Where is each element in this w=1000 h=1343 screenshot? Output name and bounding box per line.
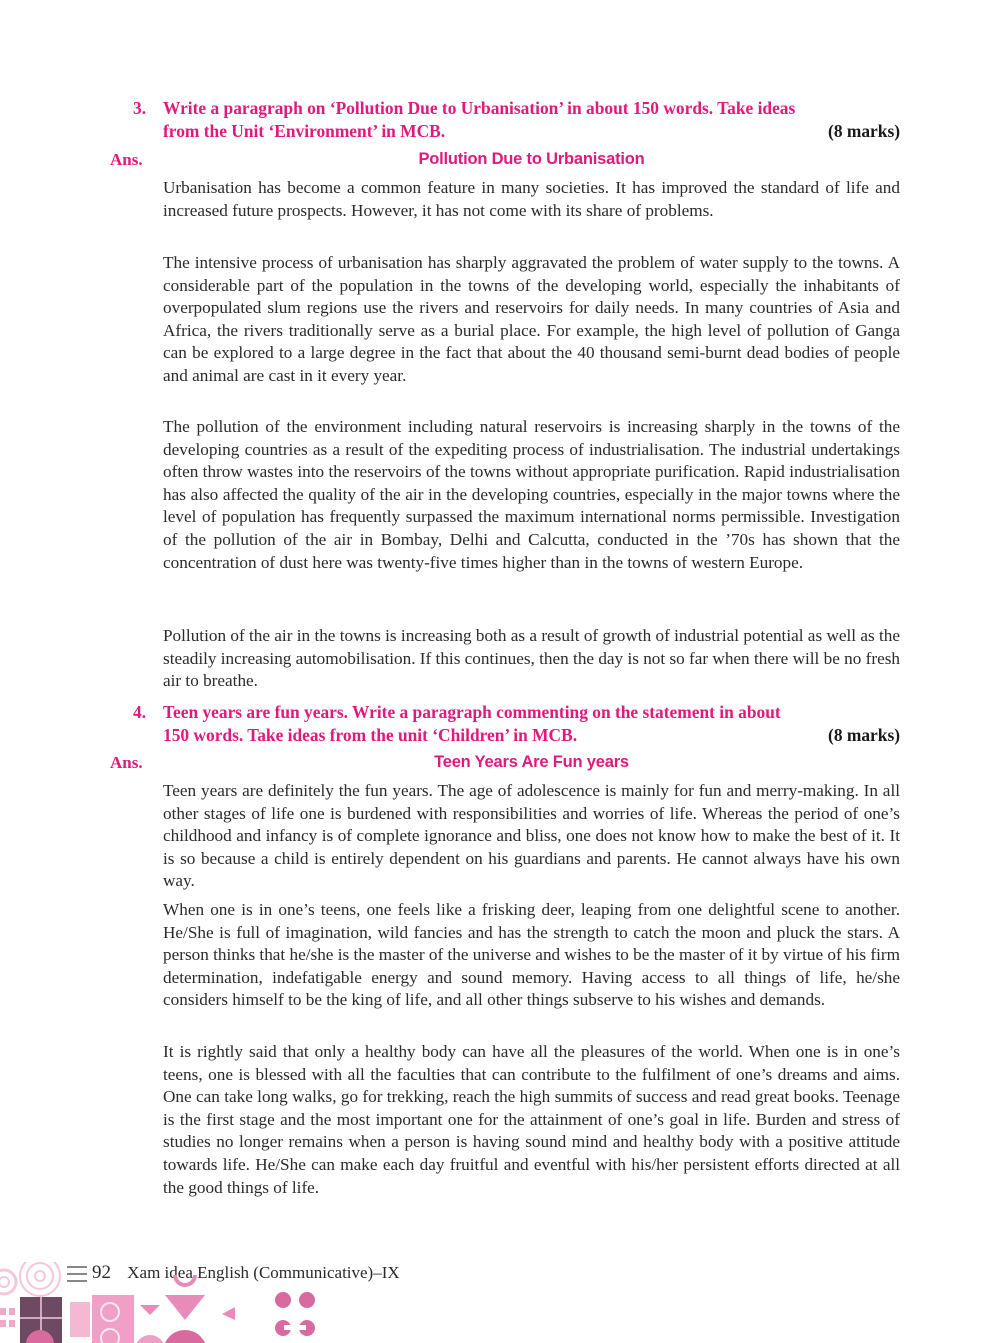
question-4 [133,701,900,747]
answer-paragraph: It is rightly said that only a healthy body can have all the pleasures of the world. When one is in one’s teens, one is blessed with all the faculties that can contribute to the fulfilment of one’s dreams and aims. One can take long walks, go for trekking, reach the high summits of success and read great books. Teenage is the first stage and the most important one for the attainment of one’s goal in life. Burden and stress of studies no longer remains when a person is having sound mind and healthy body with a positive attitude towards life. He/She can make each day fruitful and eventful with his/her persistent efforts directed at all the good things of life. [163,1042,900,1197]
question-number: 4. [133,702,147,722]
answer-label: Ans. [110,753,143,772]
question-marks: (8 marks) [828,725,900,745]
answer-paragraph: The intensive process of urbanisation has sharply aggravated the problem of water supply to the towns. A considerable part of the population in the towns of the developing world, especially the inhabitants of overpopulated slum regions use the rivers and reservoirs for daily needs. In many countries of Asia and Africa, the rivers traditionally serve as a burial place. For example, the high level of pollution of Ganga can be explored to a large degree in the fact that about the 40 thousand semi-burnt dead bodies of people and animal are cast in it every year. [163,253,900,385]
question-number: 3. [133,98,147,118]
book-title: Xam idea English (Communicative)–IX [127,1263,400,1282]
question-text-line1: Write a paragraph on ‘Pollution Due to Urbanisation’ in about 150 words. Take ideas [163,98,796,118]
decorative-pattern-icon [0,1262,340,1343]
answer-paragraph: Pollution of the air in the towns is increasing both as a result of growth of industrial potential as well as the steadily increasing automobilisation. If this continues, then the day is not so far when there will be no fresh air to breathe. [163,626,900,691]
answer-paragraph: The pollution of the environment including natural reservoirs is increasing sharply in the towns of the developing countries as a result of the expediting process of industrialisation. The industrial undertakings often throw wastes into the reservoirs of the towns without appropriate purification. Rapid industrialisation has also affected the quality of the air in the developing countries, especially in the major towns where the level of population has frequently surpassed the maximum international norms permissible. Investigation of the pollution of the air in Bombay, Delhi and Calcutta, conducted in the ’70s has shown that the concentration of dust here was twenty-five times higher than in the towns of western Europe. [163,417,900,572]
answer-label: Ans. [110,150,143,169]
page-number: 92 [92,1262,111,1283]
question-text-line2: 150 words. Take ideas from the unit ‘Children’ in MCB. [163,725,578,745]
question-text-line2: from the Unit ‘Environment’ in MCB. [163,121,446,141]
question-text-line1: Teen years are fun years. Write a paragraph commenting on the statement in about [163,702,781,722]
question-marks: (8 marks) [828,121,900,141]
question-3 [133,97,900,143]
answer-title: Teen Years Are Fun years [434,753,629,771]
answer-title: Pollution Due to Urbanisation [418,150,645,168]
answer-paragraph: Urbanisation has become a common feature in many societies. It has improved the standard of life and increased future prospects. However, it has not come with its share of problems. [163,178,900,220]
answer-paragraph: Teen years are definitely the fun years. The age of adolescence is mainly for fun and merry-making. In all other stages of life one is burdened with responsibilities and worries of life. Whereas the period of one’s childhood and infancy is of complete ignorance and bliss, one does not know how to make the best of it. It is so because a child is entirely dependent on his guardians and parents. He cannot always have his own way. [163,781,900,891]
answer-paragraph: When one is in one’s teens, one feels like a frisking deer, leaping from one delightful scene to another. He/She is full of imagination, wild fancies and has the strength to catch the moon and pluck the stars. A person thinks that he/she is the master of the universe and wishes to be the master of it by virtue of his firm determination, indefatigable energy and sound memory. Having access to all things of life, he/she considers himself to be the king of life, and all other things subserve to his wishes and demands. [163,900,900,1010]
